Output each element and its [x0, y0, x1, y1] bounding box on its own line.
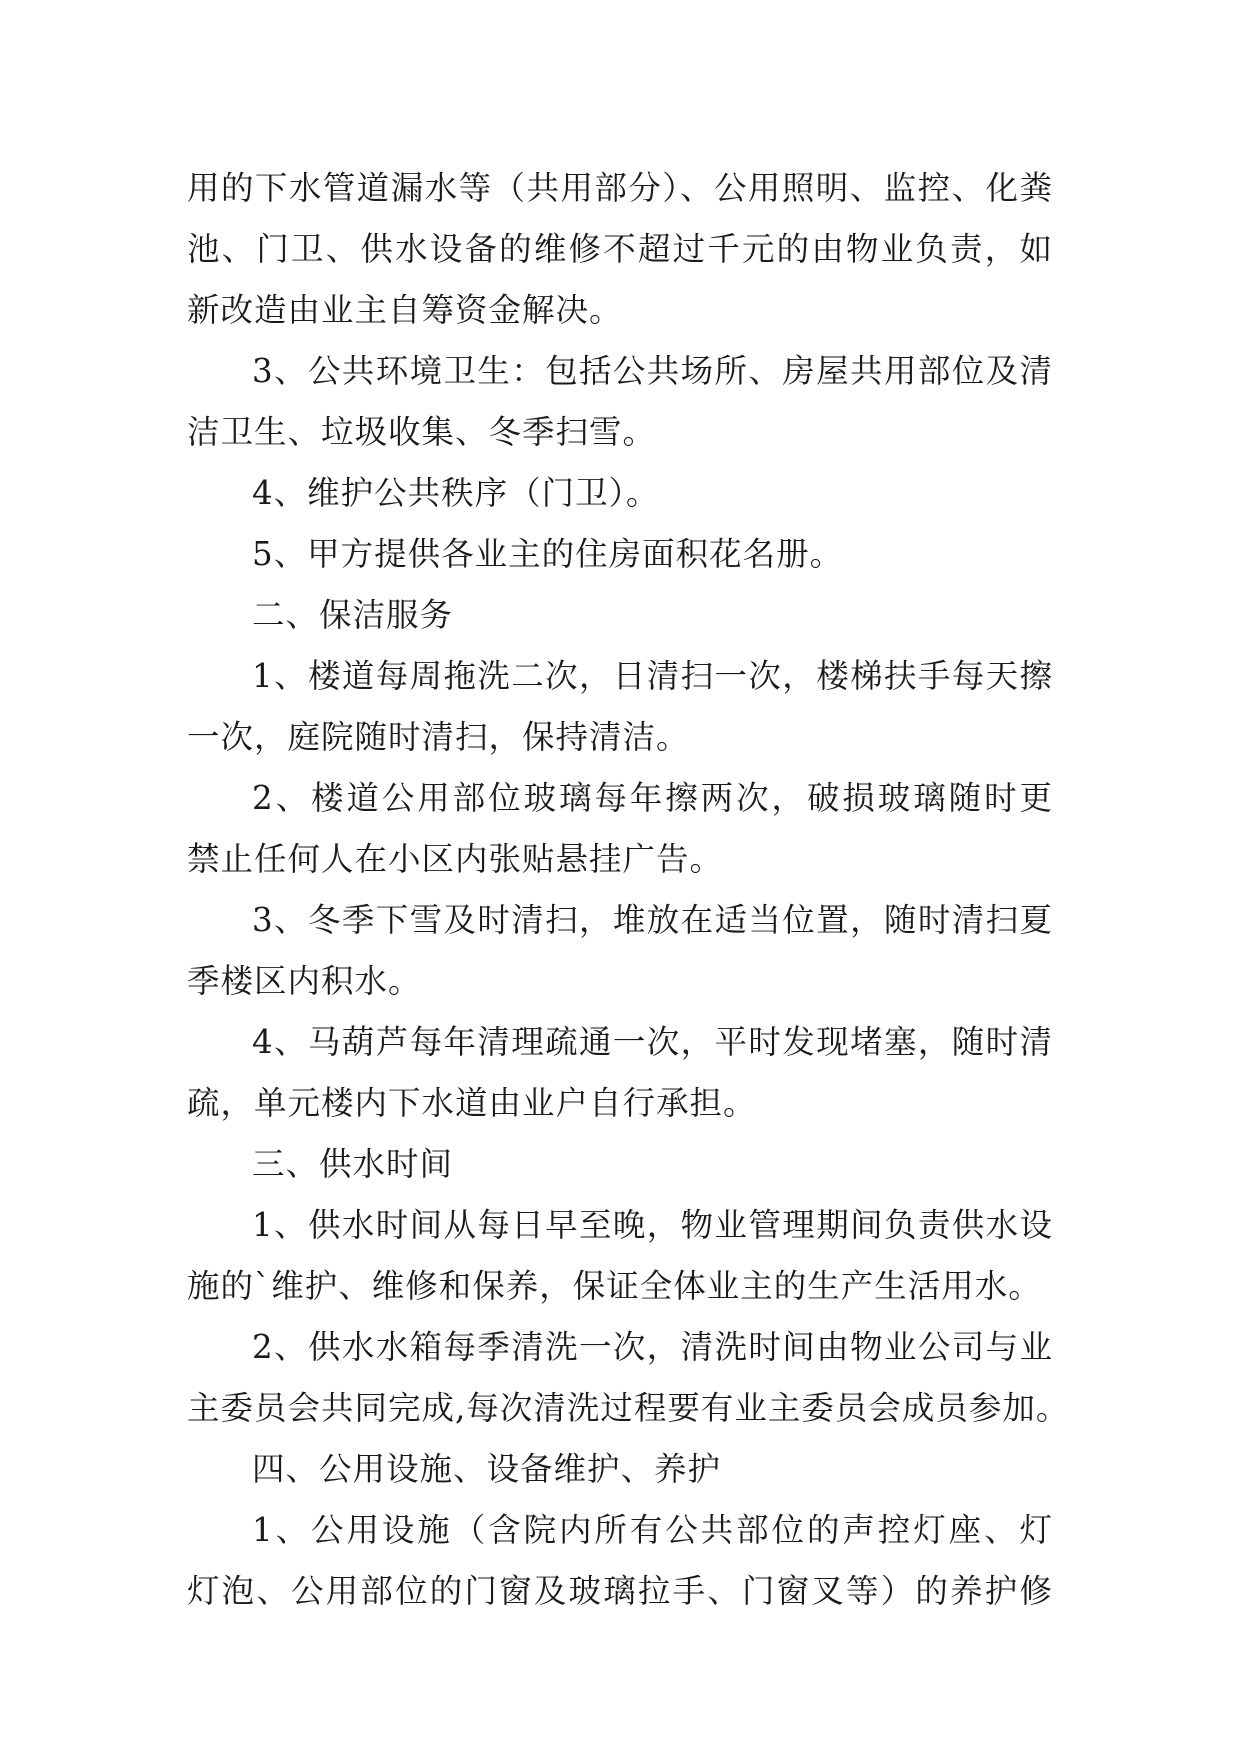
text-line: 季楼区内积水。	[187, 962, 422, 1000]
text-line: 新改造由业主自筹资金解决。	[187, 291, 623, 329]
paragraph	[187, 1195, 1053, 1317]
paragraph	[187, 158, 1053, 341]
section-heading	[187, 1439, 1053, 1500]
heading-text: 三、供水时间	[252, 1145, 454, 1183]
text-line: 1、供水时间从每日早至晚，物业管理期间负责供水设	[252, 1206, 1053, 1244]
text-line: 1、楼道每周拖洗二次，日清扫一次，楼梯扶手每天擦	[252, 657, 1053, 695]
paragraph	[187, 1500, 1053, 1622]
text-line: 2、楼道公用部位玻璃每年擦两次，破损玻璃随时更	[252, 779, 1053, 817]
text-line: 疏，单元楼内下水道由业户自行承担。	[187, 1084, 757, 1122]
text-line: 用的下水管道漏水等（共用部分）、公用照明、监控、化粪	[187, 169, 1053, 207]
text-line: 洁卫生、垃圾收集、冬季扫雪。	[187, 413, 657, 451]
heading-text: 二、保洁服务	[252, 596, 454, 634]
paragraph	[187, 1317, 1070, 1439]
text-line: 5、甲方提供各业主的住房面积花名册。	[252, 535, 844, 573]
text-line: 灯泡、公用部位的门窗及玻璃拉手、门窗叉等）的养护修	[187, 1572, 1053, 1610]
paragraph	[187, 768, 1053, 890]
paragraph	[187, 341, 1053, 463]
document-body	[187, 158, 1070, 1622]
text-line: 4、马葫芦每年清理疏通一次，平时发现堵塞，随时清	[252, 1023, 1053, 1061]
paragraph	[187, 524, 1053, 585]
text-line: 4、维护公共秩序（门卫）。	[252, 474, 660, 512]
text-line: 1、公用设施（含院内所有公共部位的声控灯座、灯	[252, 1511, 1053, 1549]
text-line: 主委员会共同完成,每次清洗过程要有业主委员会成员参加。	[187, 1389, 1070, 1427]
text-line: 3、冬季下雪及时清扫，堆放在适当位置，随时清扫夏	[252, 901, 1053, 939]
paragraph	[187, 646, 1053, 768]
section-heading	[187, 585, 1053, 646]
text-line: 3、公共环境卫生：包括公共场所、房屋共用部位及清	[252, 352, 1053, 390]
paragraph	[187, 890, 1053, 1012]
paragraph	[187, 463, 1053, 524]
text-line: 池、门卫、供水设备的维修不超过千元的由物业负责，如	[187, 230, 1053, 268]
text-line: 一次，庭院随时清扫，保持清洁。	[187, 718, 690, 756]
paragraph	[187, 1012, 1053, 1134]
heading-text: 四、公用设施、设备维护、养护	[252, 1450, 722, 1488]
text-line: 禁止任何人在小区内张贴悬挂广告。	[187, 840, 724, 878]
section-heading	[187, 1134, 1053, 1195]
text-line: 施的`维护、维修和保养，保证全体业主的生产生活用水。	[187, 1267, 1042, 1305]
text-line: 2、供水水箱每季清洗一次，清洗时间由物业公司与业	[252, 1328, 1053, 1366]
